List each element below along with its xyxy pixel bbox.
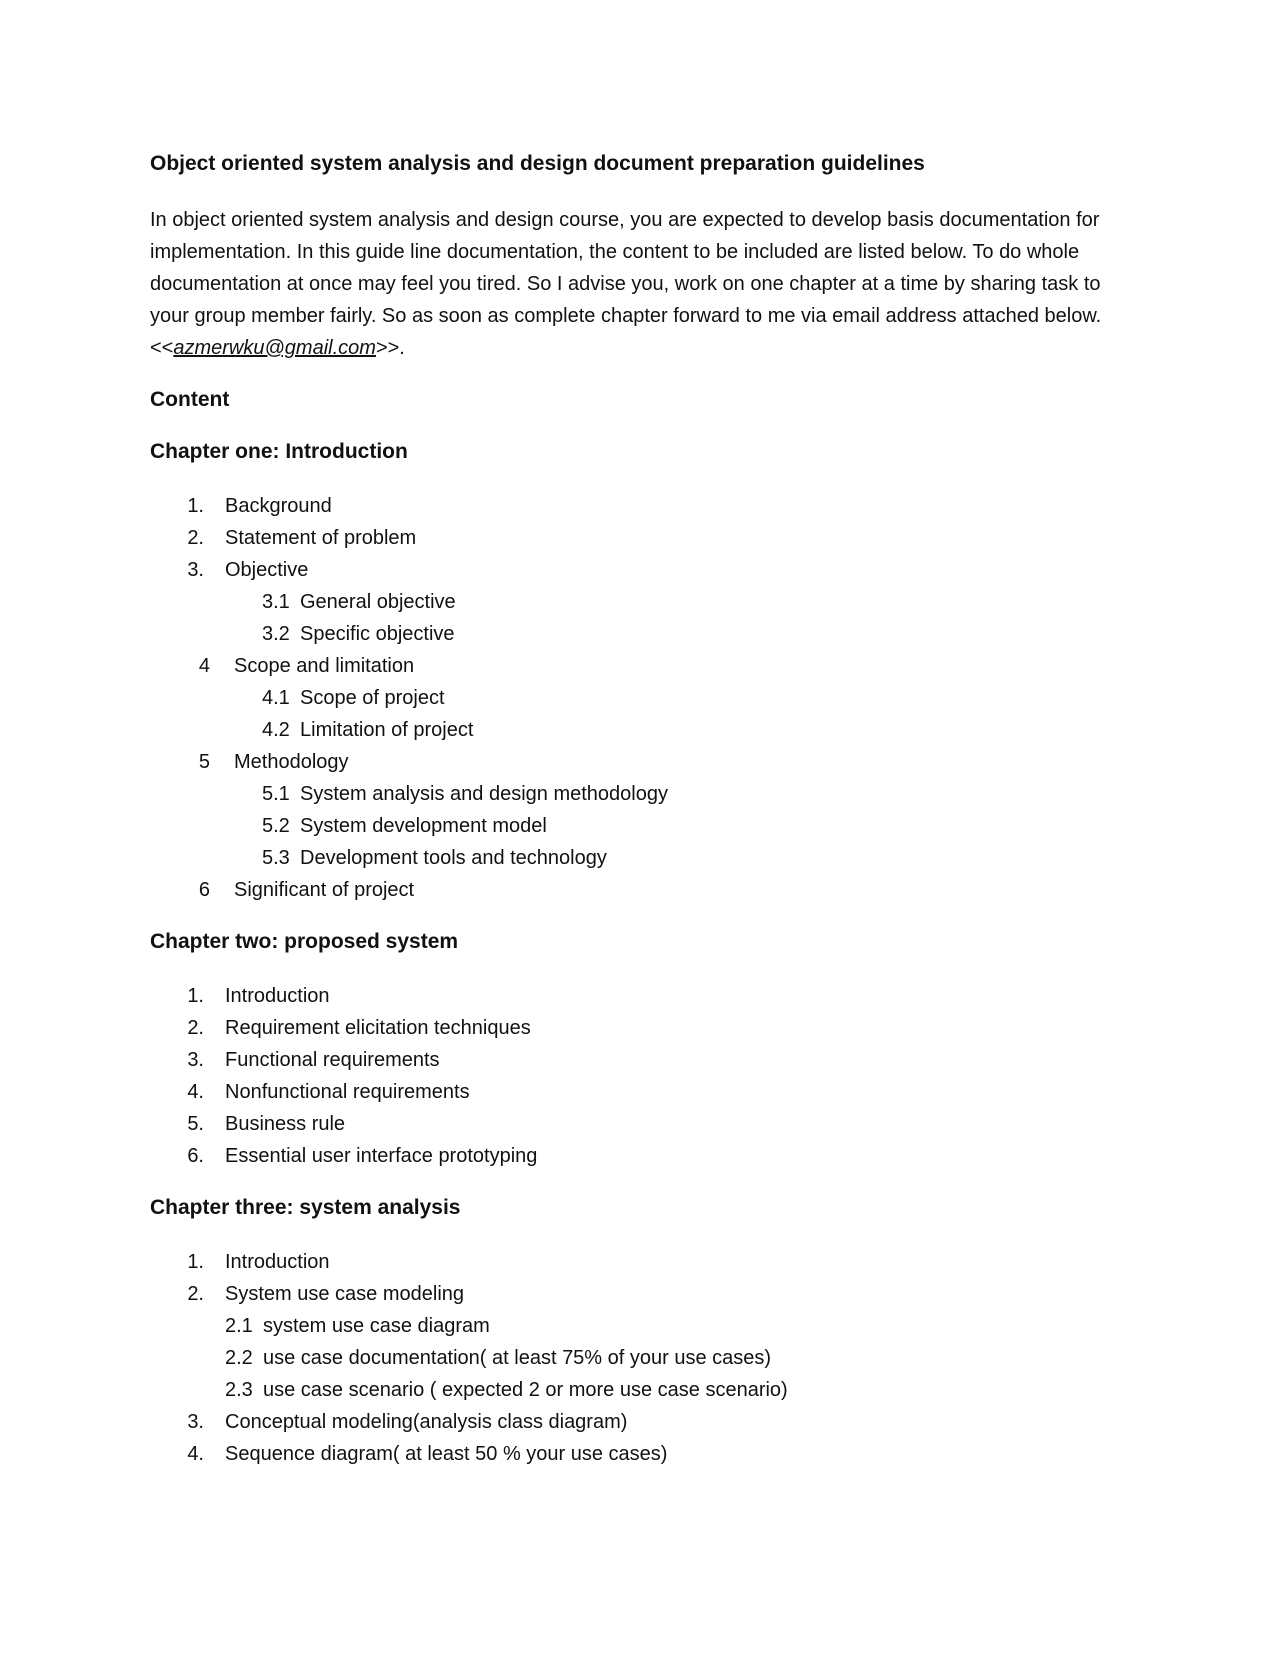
list-item	[150, 1438, 1150, 1470]
list-subitem	[150, 778, 1150, 810]
item-text: Requirement elicitation techniques	[225, 1017, 531, 1039]
item-number: 1.	[187, 985, 204, 1007]
list-item	[150, 1108, 1150, 1140]
chapter-two-heading: Chapter two: proposed system	[150, 930, 459, 953]
item-number: 3.	[187, 1049, 204, 1071]
item-text: Sequence diagram( at least 50 % your use cases)	[225, 1443, 668, 1465]
list-item	[150, 874, 1150, 906]
item-number: 1.	[187, 1251, 204, 1273]
content-heading: Content	[150, 388, 230, 411]
item-number: 2.2	[225, 1347, 253, 1369]
item-number: 2.	[187, 527, 204, 549]
item-number: 5.2	[262, 815, 290, 837]
list-item	[150, 1406, 1150, 1438]
list-subitem	[150, 1310, 1150, 1342]
item-text: General objective	[300, 591, 456, 613]
item-text: Objective	[225, 559, 309, 581]
item-text: System analysis and design methodology	[300, 783, 668, 805]
item-number: 3.1	[262, 591, 290, 613]
item-text: Introduction	[225, 1251, 330, 1273]
item-text: Essential user interface prototyping	[225, 1145, 538, 1167]
item-number: 6	[198, 879, 210, 901]
list-subitem	[150, 618, 1150, 650]
item-text: use case documentation( at least 75% of your use cases)	[263, 1347, 772, 1369]
list-subitem	[150, 1342, 1150, 1374]
item-number: 4.	[187, 1443, 204, 1465]
item-text: Business rule	[225, 1113, 346, 1135]
list-item	[150, 554, 1150, 586]
item-number: 5.3	[262, 847, 290, 869]
list-item	[150, 1076, 1150, 1108]
list-subitem	[150, 714, 1150, 746]
item-text: Conceptual modeling(analysis class diagram)	[225, 1411, 628, 1433]
email-link[interactable]: azmerwku@gmail.com	[173, 337, 376, 359]
item-number: 4.	[187, 1081, 204, 1103]
list-item	[150, 1278, 1150, 1310]
item-text: System development model	[300, 815, 547, 837]
item-text: Statement of problem	[225, 527, 417, 549]
list-item	[150, 980, 1150, 1012]
item-number: 3.2	[262, 623, 290, 645]
item-number: 4.2	[262, 719, 290, 741]
item-text: Specific objective	[300, 623, 455, 645]
list-item	[150, 1140, 1150, 1172]
item-text: system use case diagram	[263, 1315, 490, 1337]
item-text: Background	[225, 495, 332, 517]
chapter-three-heading: Chapter three: system analysis	[150, 1196, 461, 1219]
item-number: 3.	[187, 1411, 204, 1433]
item-number: 5.1	[262, 783, 290, 805]
item-number: 3.	[187, 559, 204, 581]
list-item	[150, 522, 1150, 554]
list-subitem	[150, 682, 1150, 714]
item-text: use case scenario ( expected 2 or more use case scenario)	[263, 1379, 788, 1401]
item-text: Development tools and technology	[300, 847, 607, 869]
item-number: 2.3	[225, 1379, 253, 1401]
list-item	[150, 490, 1150, 522]
item-number: 1.	[187, 495, 204, 517]
list-subitem	[150, 1374, 1150, 1406]
item-text: Scope of project	[300, 687, 445, 709]
list-item	[150, 1246, 1150, 1278]
list-item	[150, 746, 1150, 778]
intro-paragraph	[150, 204, 1140, 364]
item-number: 4.1	[262, 687, 290, 709]
list-subitem	[150, 586, 1150, 618]
item-text: System use case modeling	[225, 1283, 465, 1305]
list-item	[150, 1012, 1150, 1044]
item-number: 6.	[187, 1145, 204, 1167]
item-text: Functional requirements	[225, 1049, 440, 1071]
item-number: 2.	[187, 1017, 204, 1039]
item-text: Methodology	[234, 751, 349, 773]
list-item	[150, 650, 1150, 682]
item-text: Scope and limitation	[234, 655, 415, 677]
chapter-one-heading: Chapter one: Introduction	[150, 440, 408, 463]
document-body	[150, 150, 1150, 1492]
list-item	[150, 1044, 1150, 1076]
intro-text: In object oriented system analysis and design course, you are expected to develop basis documentation for implementation. In this guide line documentation, the content to be included are listed below. To do whole documentation at once may feel you tired. So I advise you, work on one chapter at a time by sharing task to your group member fairly. So as soon as complete chapter forward to me via email address attached below. <<	[150, 209, 1102, 359]
item-number: 5	[198, 751, 210, 773]
list-subitem	[150, 842, 1150, 874]
item-text: Introduction	[225, 985, 330, 1007]
item-text: Significant of project	[234, 879, 415, 901]
item-text: Nonfunctional requirements	[225, 1081, 470, 1103]
document-title: Object oriented system analysis and design document preparation guidelines	[150, 152, 925, 175]
item-number: 2.	[187, 1283, 204, 1305]
intro-suffix: >>.	[375, 337, 405, 359]
item-text: Limitation of project	[300, 719, 474, 741]
item-number: 4	[198, 655, 210, 677]
chapter-two-list	[150, 980, 1150, 1172]
chapter-three-list	[150, 1246, 1150, 1470]
list-subitem	[150, 810, 1150, 842]
item-number: 2.1	[225, 1315, 253, 1337]
item-number: 5.	[187, 1113, 204, 1135]
chapter-one-list	[150, 490, 1150, 906]
